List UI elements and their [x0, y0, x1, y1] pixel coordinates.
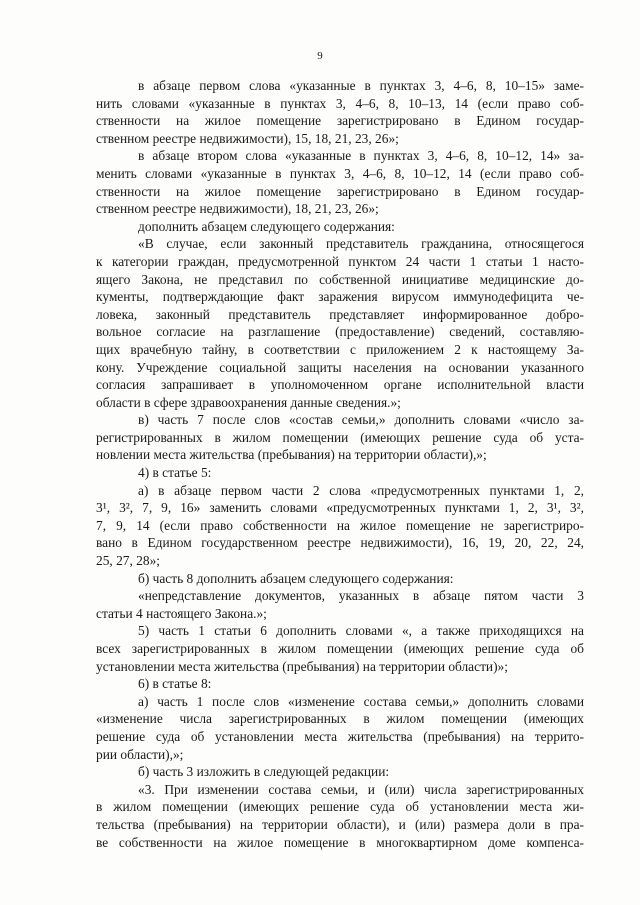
text-line: к категории граждан, предусмотренной пунктом 24 части 1 статьи 1 насто-: [96, 253, 584, 269]
text-line: 7, 9, 14 (если право собственности на жилое помещение не зарегистриро-: [96, 517, 584, 533]
text-line: 25, 27, 28»;: [96, 553, 160, 569]
text-line: 5) часть 1 статьи 6 дополнить словами «, а также приходящихся на: [138, 623, 584, 639]
text-line: согласия запрашивает в уполномоченном органе исполнительной власти: [96, 377, 584, 393]
text-line: в абзаце первом слова «указанные в пунктах 3, 4–6, 8, 10–15» заме-: [138, 78, 584, 93]
text-line: кону. Учреждение социальной защиты населения на основании указанного: [96, 359, 584, 375]
text-line: б) часть 3 изложить в следующей редакции:: [138, 764, 390, 780]
text-line: а) в абзаце первом части 2 слова «предусмотренных пунктами 1, 2,: [138, 482, 584, 498]
text-line: менить словами «указанные в пунктах 3, 4–6, 8, 10–12, 14 (если право соб-: [96, 165, 584, 181]
text-line: а) часть 1 после слов «изменение состава семьи,» дополнить словами: [138, 693, 584, 709]
text-line: ловека, законный представитель представляет информированное добро-: [96, 306, 584, 322]
text-line: ственности на жилое помещение зарегистрировано в Едином государ-: [96, 113, 584, 129]
page-number: 9: [317, 50, 323, 62]
text-line: регистрированных в жилом помещении (имеющих решение суда об уста-: [96, 429, 584, 445]
text-line: ящего Закона, не представил по собственной инициативе медицинские до-: [96, 271, 584, 287]
text-line: ственном реестре недвижимости), 15, 18, 21, 23, 26»;: [96, 130, 399, 146]
text-line: дополнить абзацем следующего содержания:: [138, 218, 395, 234]
text-line: вольное согласие на разглашение (предоставление) сведений, составляю-: [96, 324, 584, 340]
text-line: новлении места жительства (пребывания) на территории области),»;: [96, 447, 487, 463]
text-line: ве собственности на жилое помещение в многоквартирном доме компенса-: [96, 834, 584, 850]
text-line: тельства (пребывания) на территории области), и (или) размера доли в пра-: [96, 816, 584, 832]
text-line: «изменение числа зарегистрированных в жилом помещении (имеющих: [96, 711, 584, 727]
text-line: 6) в статье 8:: [138, 676, 212, 692]
text-line: б) часть 8 дополнить абзацем следующего содержания:: [138, 570, 454, 586]
text-line: ственном реестре недвижимости), 18, 21, 23, 26»;: [96, 201, 379, 217]
text-line: щих врачебную тайну, в соответствии с приложением 2 к настоящему За-: [96, 341, 584, 357]
document-body: [96, 77, 584, 851]
text-line: ственности на жилое помещение зарегистрировано в Едином государ-: [96, 183, 584, 199]
text-line: области в сфере здравоохранения данные сведения.»;: [96, 394, 401, 410]
text-line: «3. При изменении состава семьи, и (или) числа зарегистрированных: [138, 781, 584, 797]
text-line: «В случае, если законный представитель гражданина, относящегося: [138, 236, 584, 252]
text-line: 4) в статье 5:: [138, 465, 212, 481]
text-line: 3¹, 3², 7, 9, 16» заменить словами «предусмотренных пунктами 1, 2, 3¹, 3²,: [96, 500, 584, 516]
text-line: всех зарегистрированных в жилом помещении (имеющих решение суда об: [96, 641, 584, 656]
text-line: рии области),»;: [96, 746, 184, 762]
text-line: вано в Едином государственном реестре недвижимости), 16, 19, 20, 22, 24,: [96, 535, 584, 551]
text-line: «непредставление документов, указанных в абзаце пятом части 3: [138, 588, 584, 604]
text-line: нить словами «указанные в пунктах 3, 4–6, 8, 10–13, 14 (если право соб-: [96, 95, 584, 111]
text-line: в) часть 7 после слов «состав семьи,» дополнить словами «число за-: [138, 412, 584, 428]
text-line: кументы, подтверждающие факт заражения вирусом иммунодефицита че-: [96, 289, 584, 305]
text-line: решение суда об установлении места жительства (пребывания) на террито-: [96, 728, 584, 744]
text-line: установлении места жительства (пребывания) на территории области)»;: [96, 658, 508, 674]
text-line: статьи 4 настоящего Закона.»;: [96, 605, 267, 621]
text-line: в абзаце втором слова «указанные в пунктах 3, 4–6, 8, 10–12, 14» за-: [138, 148, 584, 164]
text-line: в жилом помещении (имеющих решение суда об установлении места жи-: [96, 799, 584, 815]
